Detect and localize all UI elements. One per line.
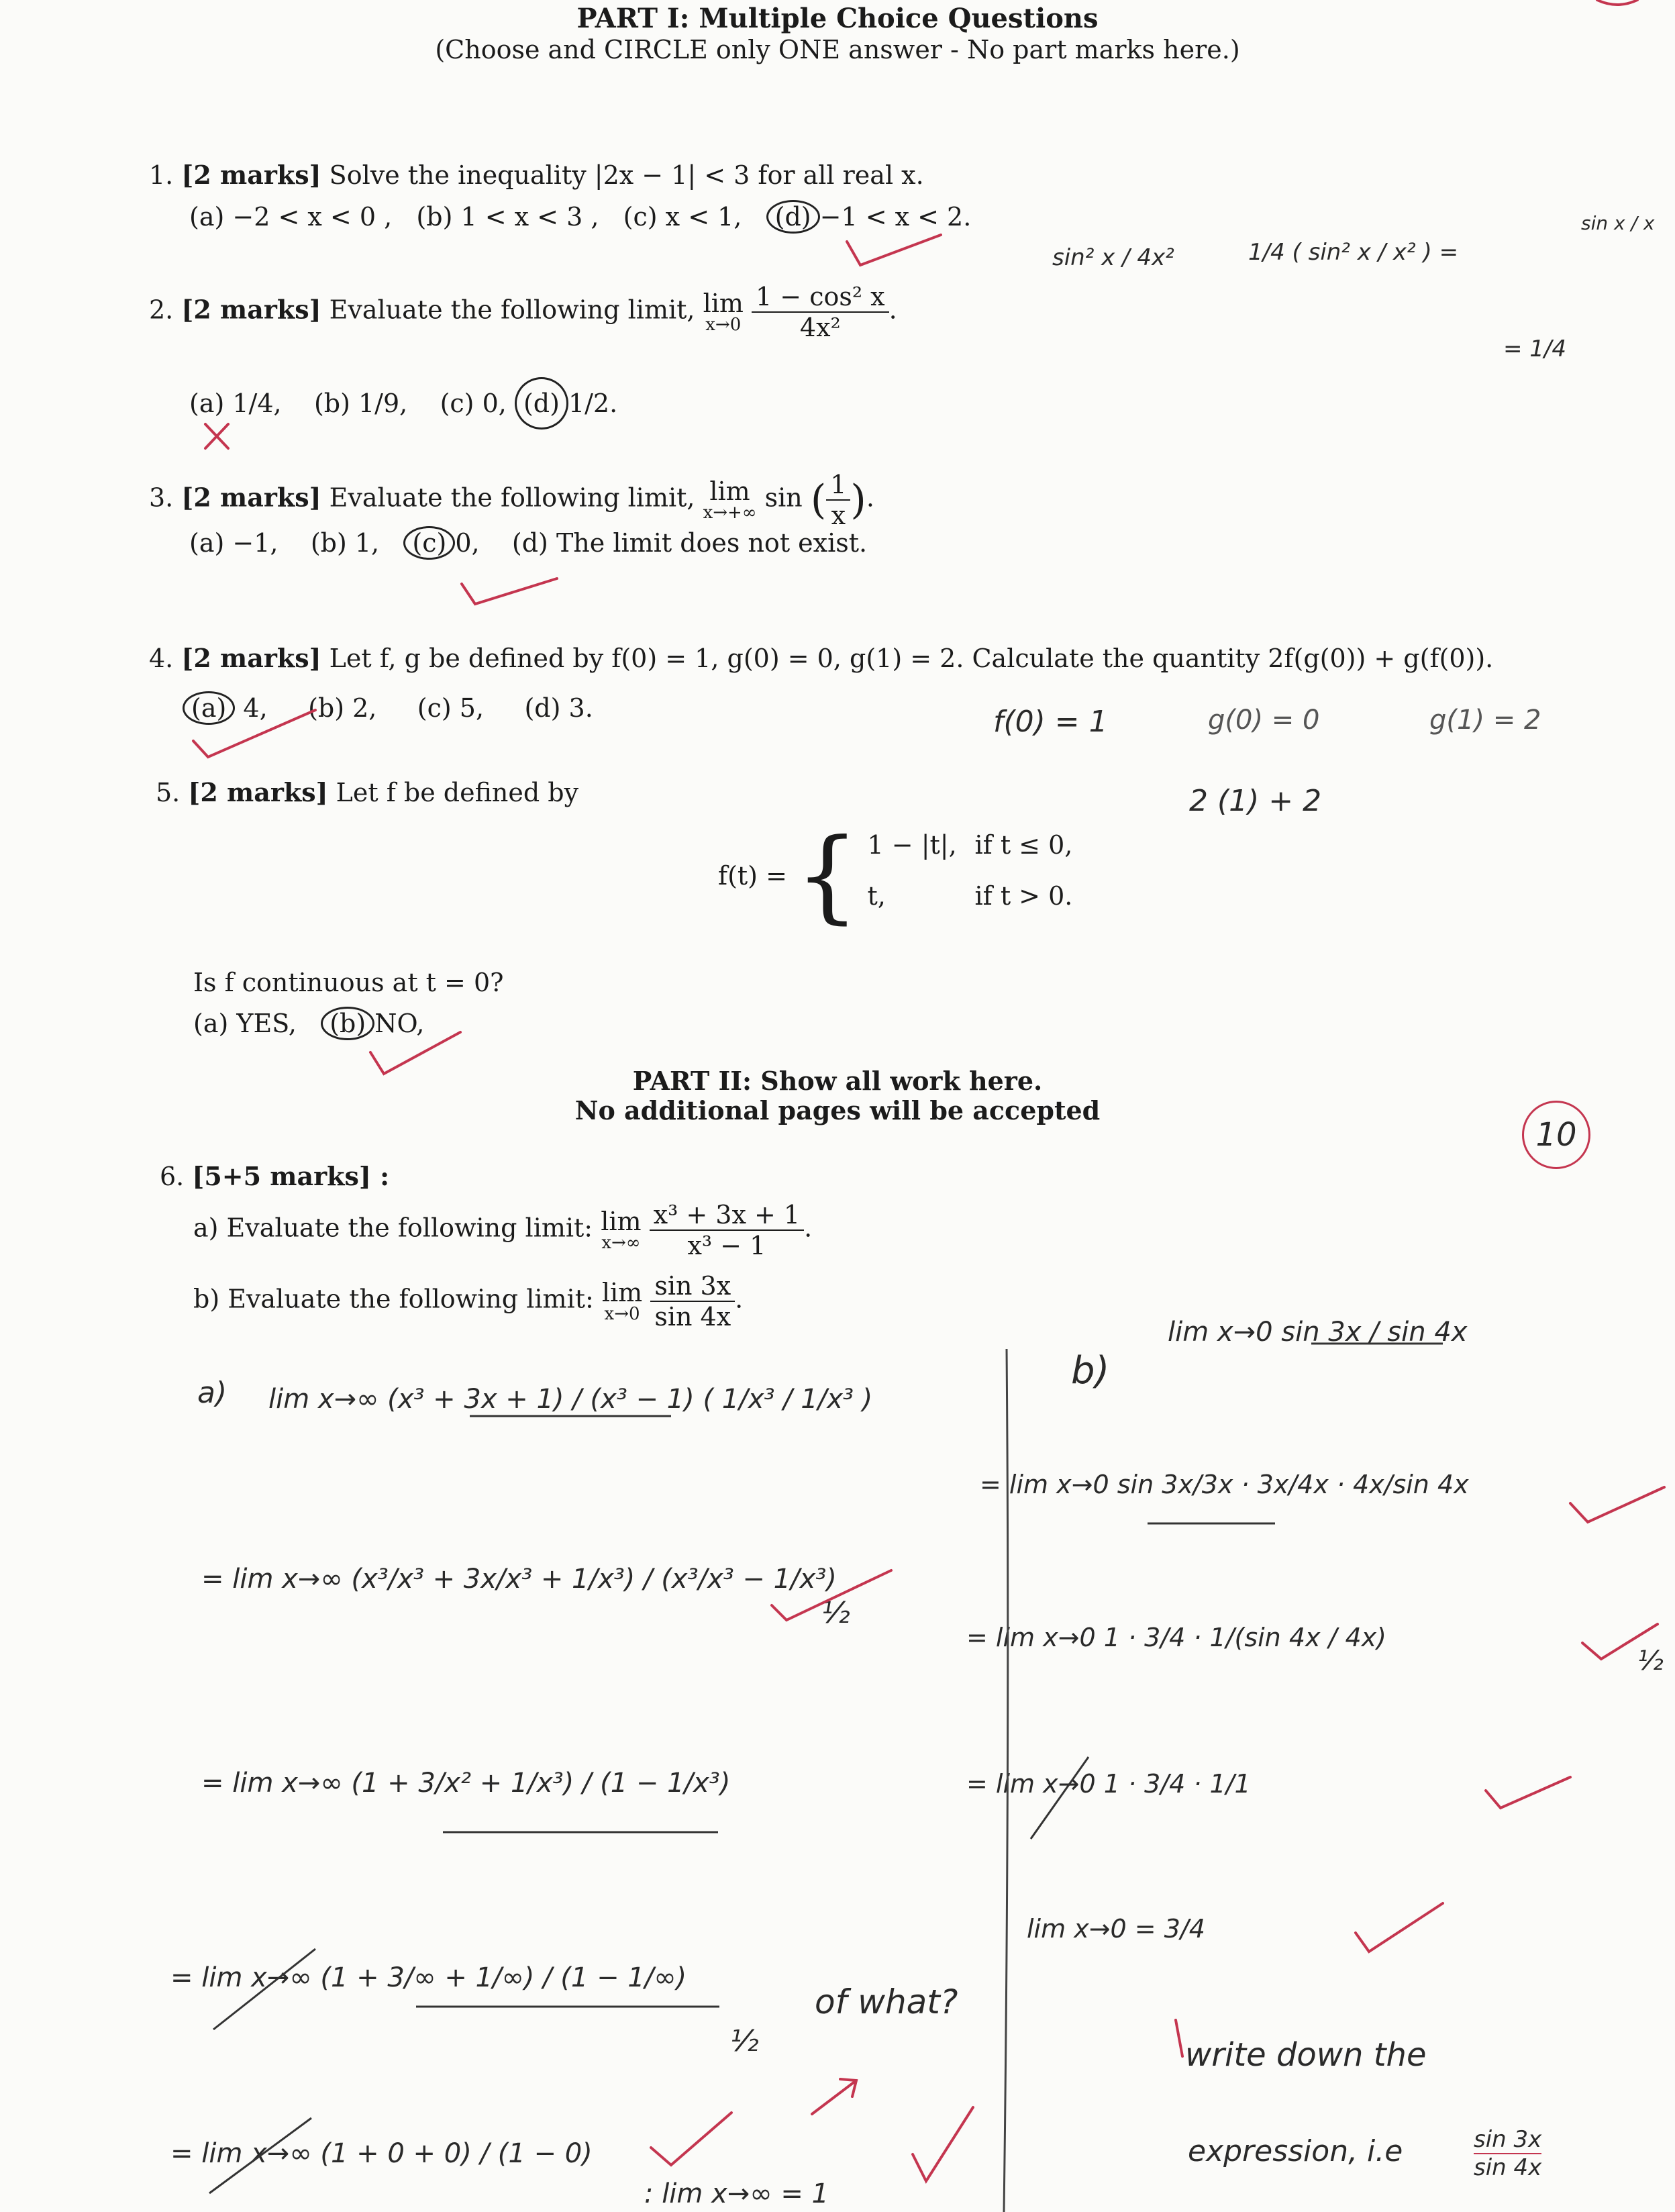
mark-half-a2: ½ (730, 2024, 759, 2058)
checkmark-q3 (462, 579, 557, 604)
q3-option-c[interactable]: (c) (403, 526, 455, 560)
strike-lim-1 (213, 1949, 315, 2029)
q6b-lim-label: lim (601, 1278, 643, 1307)
strike-lim-3 (1031, 1757, 1088, 1839)
grader-comment-b-2: expression, i.e (1188, 2134, 1403, 2168)
q5-marks: [2 marks] (188, 777, 328, 807)
part2-title: PART II: Show all work here. (632, 1066, 1043, 1096)
q2-numerator: 1 − cos² x (752, 282, 889, 313)
q5-cond1: if t ≤ 0, (974, 830, 1073, 860)
q6-part-b: b) Evaluate the following limit: lim x→0 $\frac{\sin 3x}{\sin 4x}$ . (193, 1271, 744, 1331)
q2-option-d-value: 1/2. (568, 389, 618, 418)
q6-part-a: a) Evaluate the following limit: lim x→∞ $\frac{\text{x³ + 3x + 1}}{\text{x³ − 1}}$ . (193, 1200, 813, 1260)
q1-option-a[interactable]: (a) −2 < x < 0 , (189, 202, 393, 232)
work-b-line-2: = lim x→0 sin 3x/3x · 3x/4x · 4x/sin 4x (980, 1470, 1469, 1499)
q4-number: 4. (149, 644, 174, 673)
work-a-line-1: lim x→∞ (x³ + 3x + 1) / (x³ − 1) ( 1/x³ / 1/x³ ) (268, 1384, 873, 1415)
checkmark-q4 (193, 710, 315, 757)
checkmark-a-1 (772, 1570, 891, 1620)
work-b-label: b) (1071, 1349, 1110, 1393)
q1-option-b[interactable]: (b) 1 < x < 3 , (416, 202, 599, 232)
grader-comment-a: of what? (815, 1982, 958, 2021)
q1-option-d-value: −1 < x < 2. (819, 202, 972, 232)
q5-number: 5. (156, 778, 181, 807)
q2-option-c[interactable]: (c) 0, (440, 389, 507, 418)
work-a-line-5: = lim x→∞ (1 + 0 + 0) / (1 − 0) (170, 2138, 593, 2169)
q4-text: Let f, g be defined by f(0) = 1, g(0) = 0, g(1) = 2. Calculate the quantity 2f(g(0)) + g(f(0)). (329, 644, 1494, 673)
work-b-line-5: lim x→0 = 3/4 (1027, 1914, 1205, 1944)
work-a-line-3: = lim x→∞ (1 + 3/x² + 1/x³) / (1 − 1/x³) (201, 1768, 731, 1799)
checkmark-a-3 (913, 2107, 973, 2181)
q6b-lim-sub: x→0 (604, 1304, 640, 1324)
q5-option-a[interactable]: (a) YES, (193, 1009, 297, 1038)
q4-option-a[interactable]: (a) (183, 691, 235, 725)
work-divider-line (1004, 1349, 1008, 2212)
work-a-line-4: = lim x→∞ (1 + 3/∞ + 1/∞) / (1 − 1/∞) (170, 1962, 687, 1993)
work-b-line-4: = lim x→0 1 · 3/4 · 1/1 (966, 1769, 1251, 1799)
q6a-lim-sub: x→∞ (601, 1233, 641, 1253)
checkmark-b-1 (1570, 1487, 1664, 1522)
checkmark-b-2 (1582, 1624, 1658, 1659)
side-work-4: sin x / x (1581, 212, 1655, 234)
mark-half-a1: ½ (821, 1596, 850, 1630)
q1-option-d[interactable]: (d) (766, 200, 820, 234)
q1-text: Solve the inequality |2x − 1| < 3 for all real x. (329, 160, 924, 190)
q6a-numerator: x³ + 3x + 1 (650, 1200, 804, 1231)
q3-lim-label: lim (709, 476, 750, 506)
q5-text: Let f be defined by (336, 778, 579, 807)
strike-lim-2 (209, 2118, 311, 2193)
question-2: 2. [2 marks] Evaluate the following limit, lim x→0 $\frac{\text{1 − cos² x}}{\text{4x²}}$ . (149, 282, 897, 342)
question-3: 3. [2 marks] Evaluate the following limit, lim x→+∞ sin ( $\frac{1}{x}$ ). (149, 470, 874, 530)
q3-option-c-value: 0, (455, 528, 480, 558)
q3-text: Evaluate the following limit, (329, 483, 695, 513)
part1-instructions: (Choose and CIRCLE only ONE answer - No part marks here.) (435, 35, 1240, 64)
q2-text: Evaluate the following limit, (329, 295, 695, 325)
checkmark-b-3 (1486, 1777, 1570, 1808)
q3-option-d[interactable]: (d) The limit does not exist. (511, 528, 868, 558)
q4-option-d[interactable]: (d) 3. (524, 693, 593, 723)
q6a-lim-label: lim (601, 1207, 642, 1236)
comment-b-arrow (1176, 2020, 1182, 2056)
side-work-3: = 1/4 (1503, 336, 1567, 362)
score-mark-topright (1597, 0, 1637, 5)
q4-work-g0: g(0) = 0 (1208, 705, 1320, 736)
q2-option-a[interactable]: (a) 1/4, (189, 389, 282, 418)
work-a-line-6: : lim x→∞ = 1 (644, 2178, 829, 2209)
q1-marks: [2 marks] (181, 160, 321, 190)
side-work-1: sin² x / 4x² (1052, 244, 1174, 271)
q5-lhs: f(t) = (718, 861, 787, 891)
q4-work-sum: 2 (1) + 2 (1189, 784, 1322, 818)
work-a-label: a) (197, 1376, 227, 1410)
checkmark-a-2 (651, 2113, 731, 2165)
q5-cond2: if t > 0. (974, 881, 1073, 911)
q2-lim-label: lim (703, 289, 744, 318)
q3-option-b[interactable]: (b) 1, (310, 528, 380, 558)
q6b-numerator: sin 3x (650, 1271, 735, 1302)
q6b-denominator: sin 4x (654, 1302, 731, 1331)
work-b-line-1: lim x→0 sin 3x / sin 4x (1168, 1317, 1468, 1348)
q2-option-b[interactable]: (b) 1/9, (313, 389, 408, 418)
q1-number: 1. (149, 160, 174, 190)
q3-option-a[interactable]: (a) −1, (189, 528, 278, 558)
brace-glyph: { (795, 817, 860, 934)
q5-option-b-value: NO, (374, 1009, 425, 1038)
q3-lim-sub: x→+∞ (703, 503, 757, 523)
q1-option-c[interactable]: (c) x < 1, (623, 202, 742, 232)
q6-marks: [5+5 marks] : (192, 1161, 390, 1191)
q4-option-c[interactable]: (c) 5, (417, 693, 485, 723)
cross-q2 (205, 424, 228, 448)
q4-work-g1: g(1) = 2 (1429, 705, 1541, 736)
score-badge: 10 (1522, 1101, 1590, 1169)
q5-case1: 1 − |t|, (867, 830, 957, 860)
comment-frac-numerator: sin 3x (1474, 2126, 1542, 2153)
q5-option-b[interactable]: (b) (321, 1007, 374, 1040)
q4-work-f0: f(0) = 1 (993, 705, 1108, 739)
q3-number: 3. (149, 483, 174, 513)
q2-denominator: 4x² (799, 313, 841, 342)
q2-option-d[interactable]: (d) (515, 377, 568, 430)
q2-marks: [2 marks] (181, 294, 321, 325)
q4-option-a-value: 4, (243, 693, 268, 723)
part1-title: PART I: Multiple Choice Questions (576, 3, 1099, 34)
q6a-denominator: x³ − 1 (687, 1231, 766, 1260)
work-a-line-2: = lim x→∞ (x³/x³ + 3x/x³ + 1/x³) / (x³/x³ − 1/x³) (201, 1564, 837, 1595)
q4-option-b[interactable]: (b) 2, (308, 693, 377, 723)
grader-comment-b-1: write down the (1185, 2036, 1427, 2074)
q6a-text: a) Evaluate the following limit: (193, 1213, 593, 1243)
q2-lim-sub: x→0 (705, 315, 742, 335)
work-b-line-3: = lim x→0 1 · 3/4 · 1/(sin 4x / 4x) (966, 1623, 1386, 1652)
q6-number: 6. (160, 1162, 185, 1191)
q6b-text: b) Evaluate the following limit: (193, 1284, 594, 1314)
q2-number: 2. (149, 295, 174, 325)
comment-arrow (812, 2079, 856, 2114)
comment-frac-denominator: sin 4x (1474, 2154, 1542, 2181)
checkmark-b-4 (1356, 1903, 1443, 1952)
q3-numerator: 1 (826, 470, 850, 501)
side-work-2: 1/4 ( sin² x / x² ) = (1248, 239, 1459, 266)
checkmark-q1 (847, 235, 941, 265)
q4-marks: [2 marks] (181, 643, 321, 673)
q5-case2: t, (867, 881, 886, 911)
q3-marks: [2 marks] (181, 482, 321, 513)
mark-half-b: ½ (1637, 1646, 1664, 1676)
q3-func: sin (764, 483, 803, 513)
checkmark-q5 (370, 1032, 460, 1074)
q3-denominator: x (831, 501, 846, 530)
q5-question: Is f continuous at t = 0? (193, 968, 504, 997)
part2-subtitle: No additional pages will be accepted (574, 1095, 1101, 1125)
